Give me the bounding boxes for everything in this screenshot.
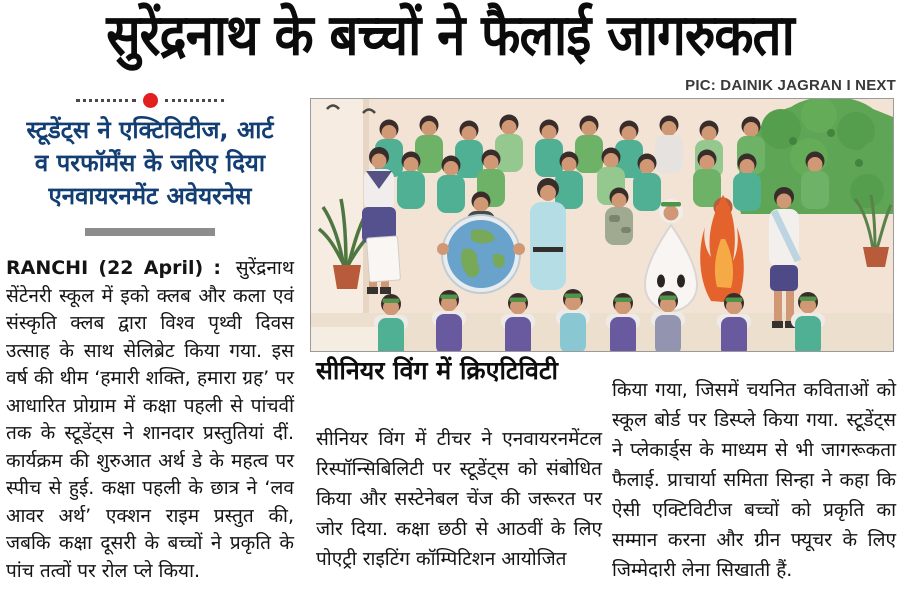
section-heading: सीनियर विंग में क्रिएटिविटी (316, 356, 558, 385)
left-column (6, 90, 294, 604)
red-dot-icon (143, 93, 158, 108)
article-body-right: किया गया, जिसमें चयनित कविताओं को स्कूल बोर्ड पर डिस्प्ले किया गया. स्टूडेंट्स ने प्लेकार्ड्स के माध्यम से भी जागरूकता फैलाई. प्राचार्या समिता सिन्हा ने कहा कि ऐसी एक्टिविटीज बच्चों को प्रकृति का सम्मान करना और ग्रीन फ्यूचर के लिए जिम्मेदारी लेना सिखाती हैं. (612, 379, 896, 581)
photo-tint (311, 99, 893, 351)
article-body-left (6, 255, 294, 585)
dateline: RANCHI (22 April) : (6, 257, 221, 279)
dotted-line-right (165, 99, 225, 102)
subheading-line: स्टूडेंट्स ने एक्टिविटीज, आर्ट (26, 116, 274, 144)
article-text: सुरेंद्रनाथ सेंटेनरी स्कूल में इको क्लब और कला एवं संस्कृति क्लब द्वारा विश्व पृथ्वी दिवस उत्साह के साथ सेलिब्रेट किया गया. इस वर्ष की थीम ‘हमारी शक्ति, हमारा ग्रह’ पर आधारित प्रोग्राम में कक्षा पहली से पांचवीं तक के स्टूडेंट्स ने शानदार प्रस्तुतियां दीं. कार्यक्रम की शुरुआत अर्थ डे के महत्व पर स्पीच से हुई. कक्षा पहली के छात्र ने ‘लव आवर अर्थ’ एक्शन राइम प्रस्तुत की, जबकि कक्षा दूसरी के बच्चों ने प्रकृति के पांच तत्वों पर रोल प्ले किया. (6, 257, 294, 582)
dotted-separator (76, 92, 224, 108)
page-title: सुरेंद्रनाथ के बच्चों ने फैलाई जागरुकता (106, 3, 794, 70)
section-divider-bar (85, 228, 215, 236)
dotted-line-left (76, 99, 136, 102)
group-photo-illustration (311, 99, 893, 351)
right-column (612, 356, 896, 604)
article-subheading (6, 114, 294, 213)
subheading-line: व परफॉर्मेंस के जरिए दिया (34, 149, 266, 177)
subheading-line: एनवायरनमेंट अवेयरनेस (48, 182, 252, 210)
news-photo (310, 98, 894, 352)
middle-column (316, 354, 602, 593)
article-body-middle: सीनियर विंग में टीचर ने एनवायरनमेंटल रिस्पॉन्सिबिलिटी पर स्टूडेंट्स को संबोधित किया और सस्टेनेबल चेंज की जरूरत पर जोर दिया. कक्षा छठी से आठवीं के लिए पोएट्री राइटिंग कॉम्पिटिशन आयोजित (316, 428, 602, 570)
photo-credit: PIC: DAINIK JAGRAN I NEXT (685, 77, 896, 94)
